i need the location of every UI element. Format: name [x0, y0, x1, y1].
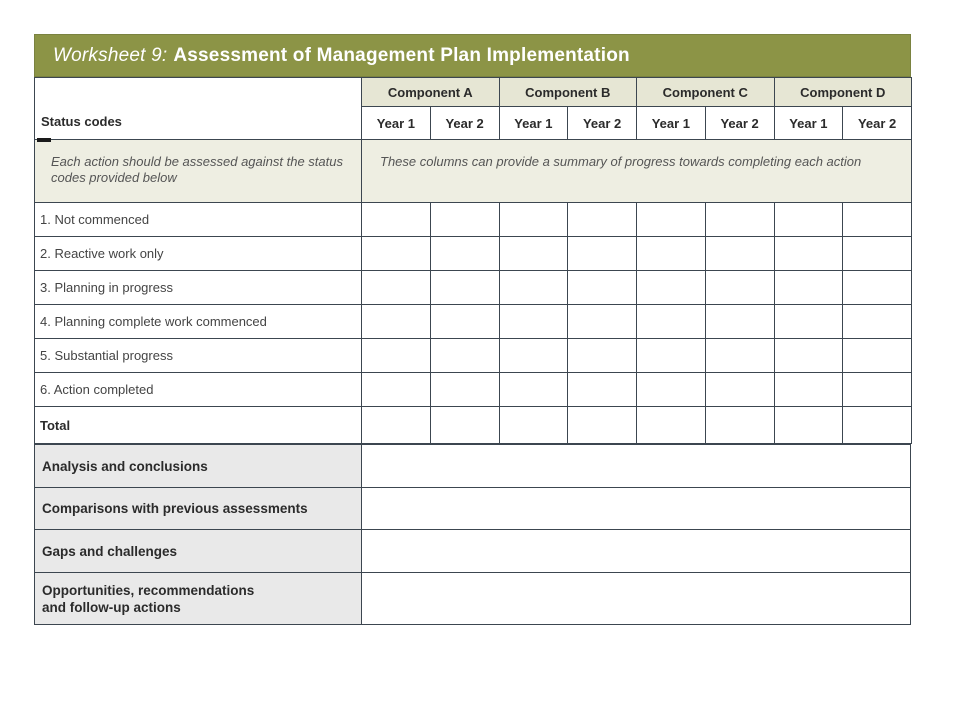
total-row: [35, 407, 912, 444]
entry-cell[interactable]: [499, 271, 568, 305]
section-label-comparisons: Comparisons with previous assessments: [35, 488, 362, 530]
component-b-year-1: Year 1: [499, 107, 568, 140]
component-a-year-2: Year 2: [430, 107, 499, 140]
assessment-table: [34, 77, 912, 444]
total-cell[interactable]: [637, 407, 706, 444]
entry-cell[interactable]: [705, 305, 774, 339]
status-row-3: [35, 271, 912, 305]
entry-cell[interactable]: [568, 271, 637, 305]
entry-cell[interactable]: [362, 203, 431, 237]
component-a-year-1: Year 1: [362, 107, 431, 140]
section-entry-comparisons[interactable]: [362, 488, 911, 530]
status-label: 2. Reactive work only: [35, 237, 362, 271]
entry-cell[interactable]: [430, 305, 499, 339]
entry-cell[interactable]: [568, 373, 637, 407]
status-row-2: [35, 237, 912, 271]
status-label: 4. Planning complete work commenced: [35, 305, 362, 339]
entry-cell[interactable]: [568, 339, 637, 373]
worksheet-title-bar: [34, 34, 911, 77]
entry-cell[interactable]: [774, 237, 843, 271]
entry-cell[interactable]: [705, 271, 774, 305]
entry-cell[interactable]: [362, 339, 431, 373]
columns-instructions: These columns can provide a summary of progress towards completing each action: [362, 140, 912, 203]
status-label: 1. Not commenced: [35, 203, 362, 237]
status-row-6: [35, 373, 912, 407]
section-entry-analysis[interactable]: [362, 445, 911, 488]
component-header-row: [35, 78, 912, 107]
component-a-header: Component A: [362, 78, 500, 107]
entry-cell[interactable]: [430, 339, 499, 373]
entry-cell[interactable]: [774, 271, 843, 305]
component-d-year-1: Year 1: [774, 107, 843, 140]
entry-cell[interactable]: [843, 237, 912, 271]
component-b-year-2: Year 2: [568, 107, 637, 140]
status-label: 6. Action completed: [35, 373, 362, 407]
entry-cell[interactable]: [430, 203, 499, 237]
section-row-analysis: [35, 445, 911, 488]
entry-cell[interactable]: [843, 271, 912, 305]
component-c-year-1: Year 1: [637, 107, 706, 140]
component-b-header: Component B: [499, 78, 637, 107]
entry-cell[interactable]: [568, 237, 637, 271]
status-row-1: [35, 203, 912, 237]
entry-cell[interactable]: [430, 373, 499, 407]
entry-cell[interactable]: [705, 237, 774, 271]
status-label: 3. Planning in progress: [35, 271, 362, 305]
total-cell[interactable]: [568, 407, 637, 444]
status-instructions: Each action should be assessed against the status codes provided below: [35, 140, 362, 203]
entry-cell[interactable]: [705, 339, 774, 373]
entry-cell[interactable]: [568, 305, 637, 339]
entry-cell[interactable]: [705, 203, 774, 237]
section-entry-gaps[interactable]: [362, 530, 911, 573]
analysis-sections: [34, 444, 911, 625]
section-row-comparisons: [35, 488, 911, 530]
total-cell[interactable]: [843, 407, 912, 444]
entry-cell[interactable]: [499, 203, 568, 237]
entry-cell[interactable]: [362, 373, 431, 407]
entry-cell[interactable]: [637, 237, 706, 271]
status-codes-header: [35, 78, 362, 140]
entry-cell[interactable]: [499, 339, 568, 373]
component-c-year-2: Year 2: [705, 107, 774, 140]
entry-cell[interactable]: [774, 203, 843, 237]
worksheet: [34, 34, 911, 625]
section-label-opportunities: Opportunities, recommendations and follow-up actions: [35, 573, 362, 625]
worksheet-title-prefix: Worksheet 9:: [53, 44, 168, 66]
entry-cell[interactable]: [362, 271, 431, 305]
component-c-header: Component C: [637, 78, 775, 107]
entry-cell[interactable]: [499, 305, 568, 339]
component-d-year-2: Year 2: [843, 107, 912, 140]
entry-cell[interactable]: [843, 203, 912, 237]
header-marker: [37, 138, 51, 142]
total-cell[interactable]: [430, 407, 499, 444]
entry-cell[interactable]: [499, 373, 568, 407]
entry-cell[interactable]: [362, 237, 431, 271]
total-cell[interactable]: [362, 407, 431, 444]
entry-cell[interactable]: [843, 373, 912, 407]
status-label: 5. Substantial progress: [35, 339, 362, 373]
instructions-row: [35, 140, 912, 203]
status-row-5: [35, 339, 912, 373]
entry-cell[interactable]: [637, 339, 706, 373]
entry-cell[interactable]: [774, 305, 843, 339]
entry-cell[interactable]: [568, 203, 637, 237]
total-cell[interactable]: [499, 407, 568, 444]
total-cell[interactable]: [774, 407, 843, 444]
entry-cell[interactable]: [774, 339, 843, 373]
entry-cell[interactable]: [430, 237, 499, 271]
component-d-header: Component D: [774, 78, 912, 107]
total-cell[interactable]: [705, 407, 774, 444]
status-row-4: [35, 305, 912, 339]
section-entry-opportunities[interactable]: [362, 573, 911, 625]
entry-cell[interactable]: [843, 339, 912, 373]
worksheet-title: Assessment of Management Plan Implementation: [173, 44, 630, 66]
entry-cell[interactable]: [362, 305, 431, 339]
entry-cell[interactable]: [843, 305, 912, 339]
entry-cell[interactable]: [637, 203, 706, 237]
total-label: Total: [35, 407, 362, 444]
status-codes-label: Status codes: [41, 114, 122, 129]
entry-cell[interactable]: [637, 305, 706, 339]
entry-cell[interactable]: [637, 373, 706, 407]
entry-cell[interactable]: [774, 373, 843, 407]
section-row-opportunities: [35, 573, 911, 625]
section-row-gaps: [35, 530, 911, 573]
section-label-gaps: Gaps and challenges: [35, 530, 362, 573]
section-label-analysis: Analysis and conclusions: [35, 445, 362, 488]
entry-cell[interactable]: [705, 373, 774, 407]
entry-cell[interactable]: [637, 271, 706, 305]
entry-cell[interactable]: [499, 237, 568, 271]
entry-cell[interactable]: [430, 271, 499, 305]
